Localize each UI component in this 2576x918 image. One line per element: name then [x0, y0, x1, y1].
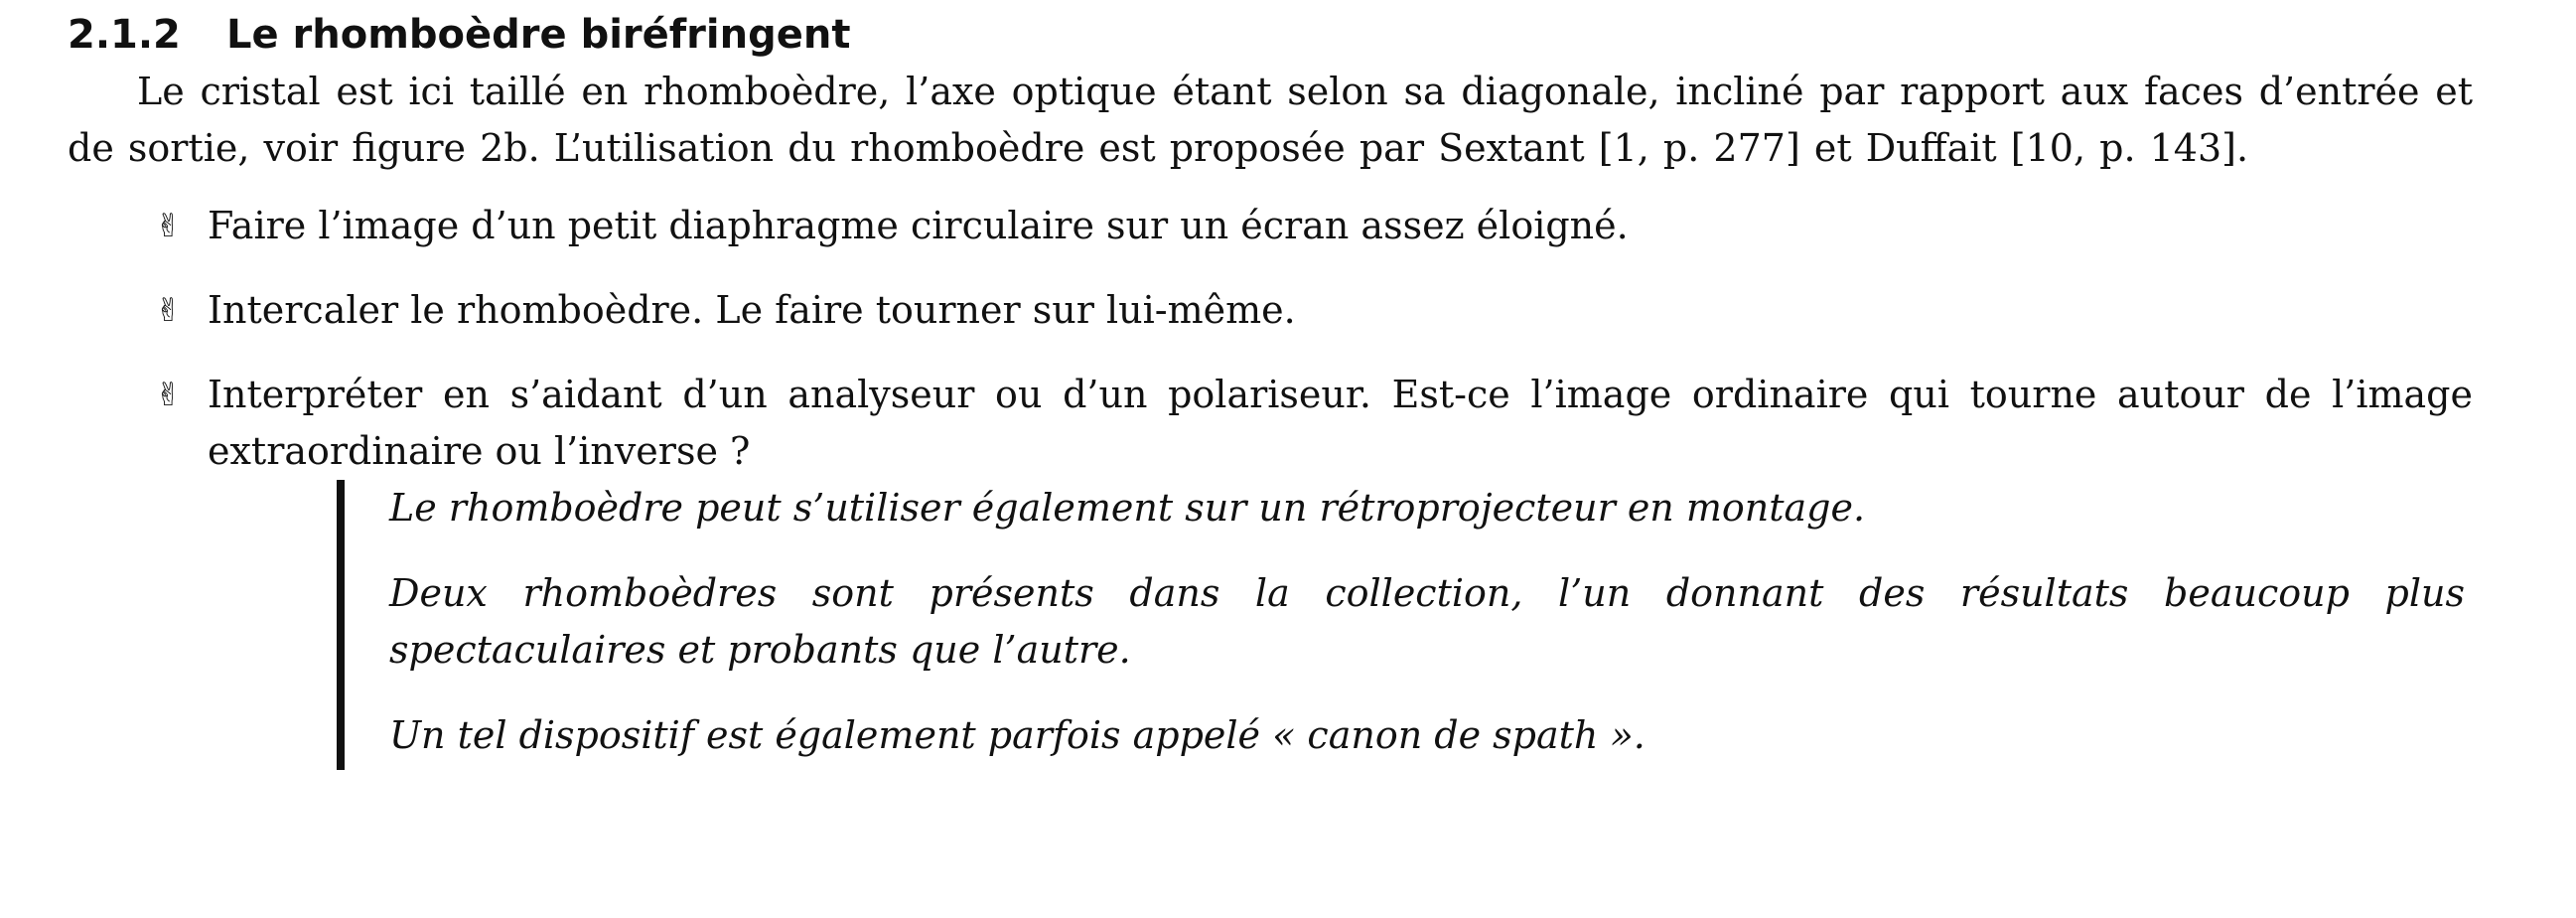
remark-paragraph: Deux rhomboèdres sont présents dans la collection, l’un donnant des résultats beaucoup plus spectaculaires et probants que l’autre. — [389, 571, 2465, 672]
victory-hand-icon: ✌ — [155, 376, 182, 413]
section-heading — [68, 0, 2473, 64]
list-item-text: Intercaler le rhomboèdre. Le faire tourner sur lui-même. — [208, 288, 1296, 332]
remark-paragraph: Un tel dispositif est également parfois appelé « canon de spath ». — [389, 713, 1646, 757]
victory-hand-icon: ✌ — [155, 291, 182, 329]
document-page — [68, 0, 2473, 770]
victory-hand-icon: ✌ — [155, 207, 182, 244]
list-item — [68, 282, 2473, 339]
list-item-text: Faire l’image d’un petit diaphragme circulaire sur un écran assez éloigné. — [208, 204, 1629, 247]
instruction-list — [68, 198, 2473, 480]
list-item — [68, 367, 2473, 480]
section-number: 2.1.2 — [68, 12, 181, 58]
list-item-text: Interpréter en s’aidant d’un analyseur ou d’un polariseur. Est-ce l’image ordinaire qui tourne autour de l’image extraordinaire ou l’inverse ? — [208, 373, 2473, 473]
section-title: Le rhomboèdre biréfringent — [226, 12, 851, 58]
remark-paragraph: Le rhomboèdre peut s’utiliser également sur un rétroprojecteur en montage. — [389, 486, 1866, 530]
remark-block — [337, 480, 2465, 770]
list-item — [68, 198, 2473, 254]
intro-paragraph: Le cristal est ici taillé en rhomboèdre, l’axe optique étant selon sa diagonale, incliné par rapport aux faces d’entrée et de sortie, voir figure 2b. L’utilisation du rhomboèdre est proposée par Sextant [1, p. 277] et Duffait [10, p. 143]. — [68, 70, 2473, 170]
